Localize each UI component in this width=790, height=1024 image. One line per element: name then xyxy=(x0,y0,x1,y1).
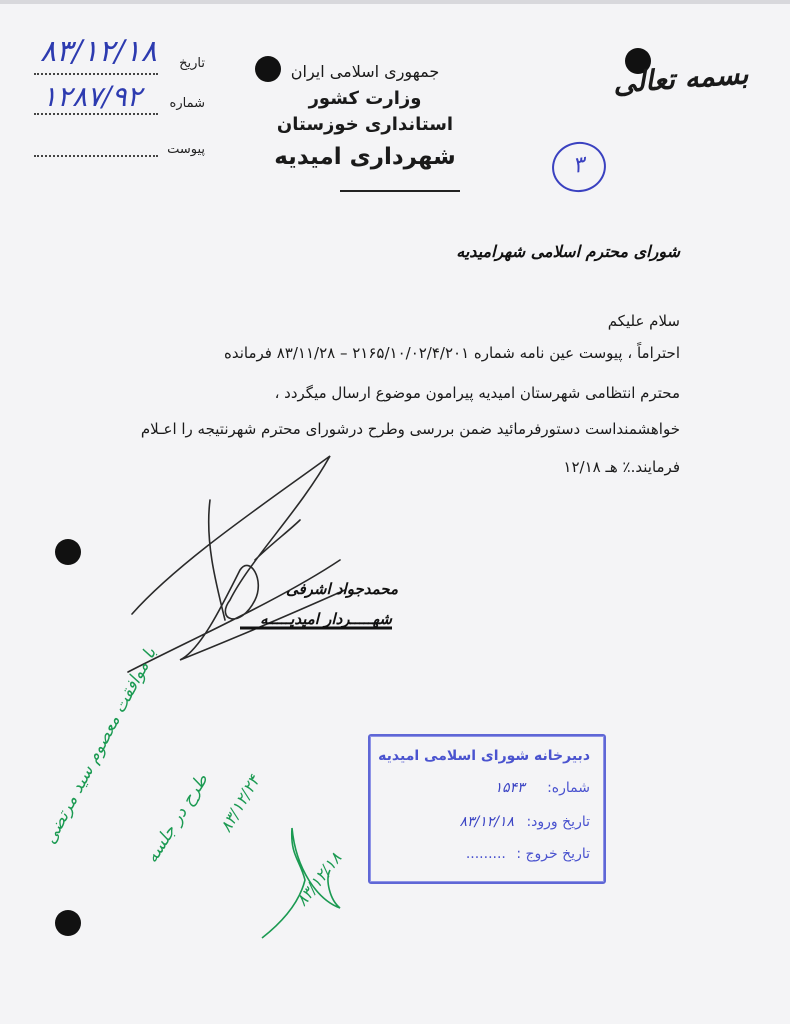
handwritten-note-approval: با موافقت معصوم سید مرتضی xyxy=(40,644,161,848)
body-line-1: احتراماً ، پیوست عین نامه شماره ۲۱۶۵/۱۰/۰۲/۴/۲۰۱ – ۸۳/۱۱/۲۸ فرمانده xyxy=(224,344,680,362)
header-ministry: وزارت کشور xyxy=(308,88,422,109)
body-line-4: فرمایند.٪ هـ ۱۲/۱۸ xyxy=(563,458,680,476)
signatory-title: شهـــــردار امیدیـــــه xyxy=(260,610,392,628)
attachment-label: پیوست xyxy=(167,142,205,157)
addressee: شورای محترم اسلامی شهرامیدیه xyxy=(456,242,680,261)
number-label: شماره xyxy=(169,96,205,111)
stamp-entry-label: تاریخ ورود: xyxy=(526,814,590,830)
stamp-entry-row xyxy=(459,814,590,830)
stamp-number-label: شماره: xyxy=(547,780,590,796)
signature-check xyxy=(262,828,340,938)
stamp-number-row xyxy=(495,780,590,796)
signature-scribble xyxy=(128,456,345,672)
greeting: سلام علیکم xyxy=(607,312,680,330)
stamp-number-value: ۱۵۴۳ xyxy=(494,780,525,796)
stamp-exit-label: تاریخ خروج : xyxy=(516,846,590,862)
signatory-name: محمدجواد اشرفی xyxy=(285,580,398,598)
stamp-exit-row xyxy=(466,846,590,862)
page-number-circle: ۳ xyxy=(548,138,610,197)
stamp-exit-dots: ......... xyxy=(465,846,506,862)
header-country: جمهوری اسلامی ایران xyxy=(290,62,440,81)
body-line-3: خواهشمنداست دستورفرمائید ضمن بررسی وطرح درشورای محترم شهرنتیجه را اعـلام xyxy=(140,420,680,438)
blessing-heading: بسمه تعالی xyxy=(611,57,749,100)
stamp-title: دبیرخانه شورای اسلامی امیدیه xyxy=(378,748,590,764)
date-label: تاریخ xyxy=(179,56,205,71)
handwritten-date: ۸۳/۱۲/۱۸ xyxy=(40,34,157,69)
header-province: استانداری خوزستان xyxy=(276,114,454,135)
handwritten-date-green: ۸۳/۱۲/۱۸ xyxy=(292,848,346,910)
body-line-2: محترم انتظامی شهرستان امیدیه پیرامون موضوع ارسال میگردد ، xyxy=(274,384,680,402)
registry-stamp xyxy=(368,734,606,884)
stamp-entry-value: ۸۳/۱۲/۱۸ xyxy=(459,814,514,830)
header-municipality: شهرداری امیدیه xyxy=(274,144,456,170)
handwritten-number: ۱۲۸۷/۹۲ xyxy=(42,80,142,113)
handwritten-note-date: ۸۳/۱۲/۲۴ xyxy=(216,772,264,836)
handwritten-note-meeting: طرح در جلسه xyxy=(142,770,213,867)
